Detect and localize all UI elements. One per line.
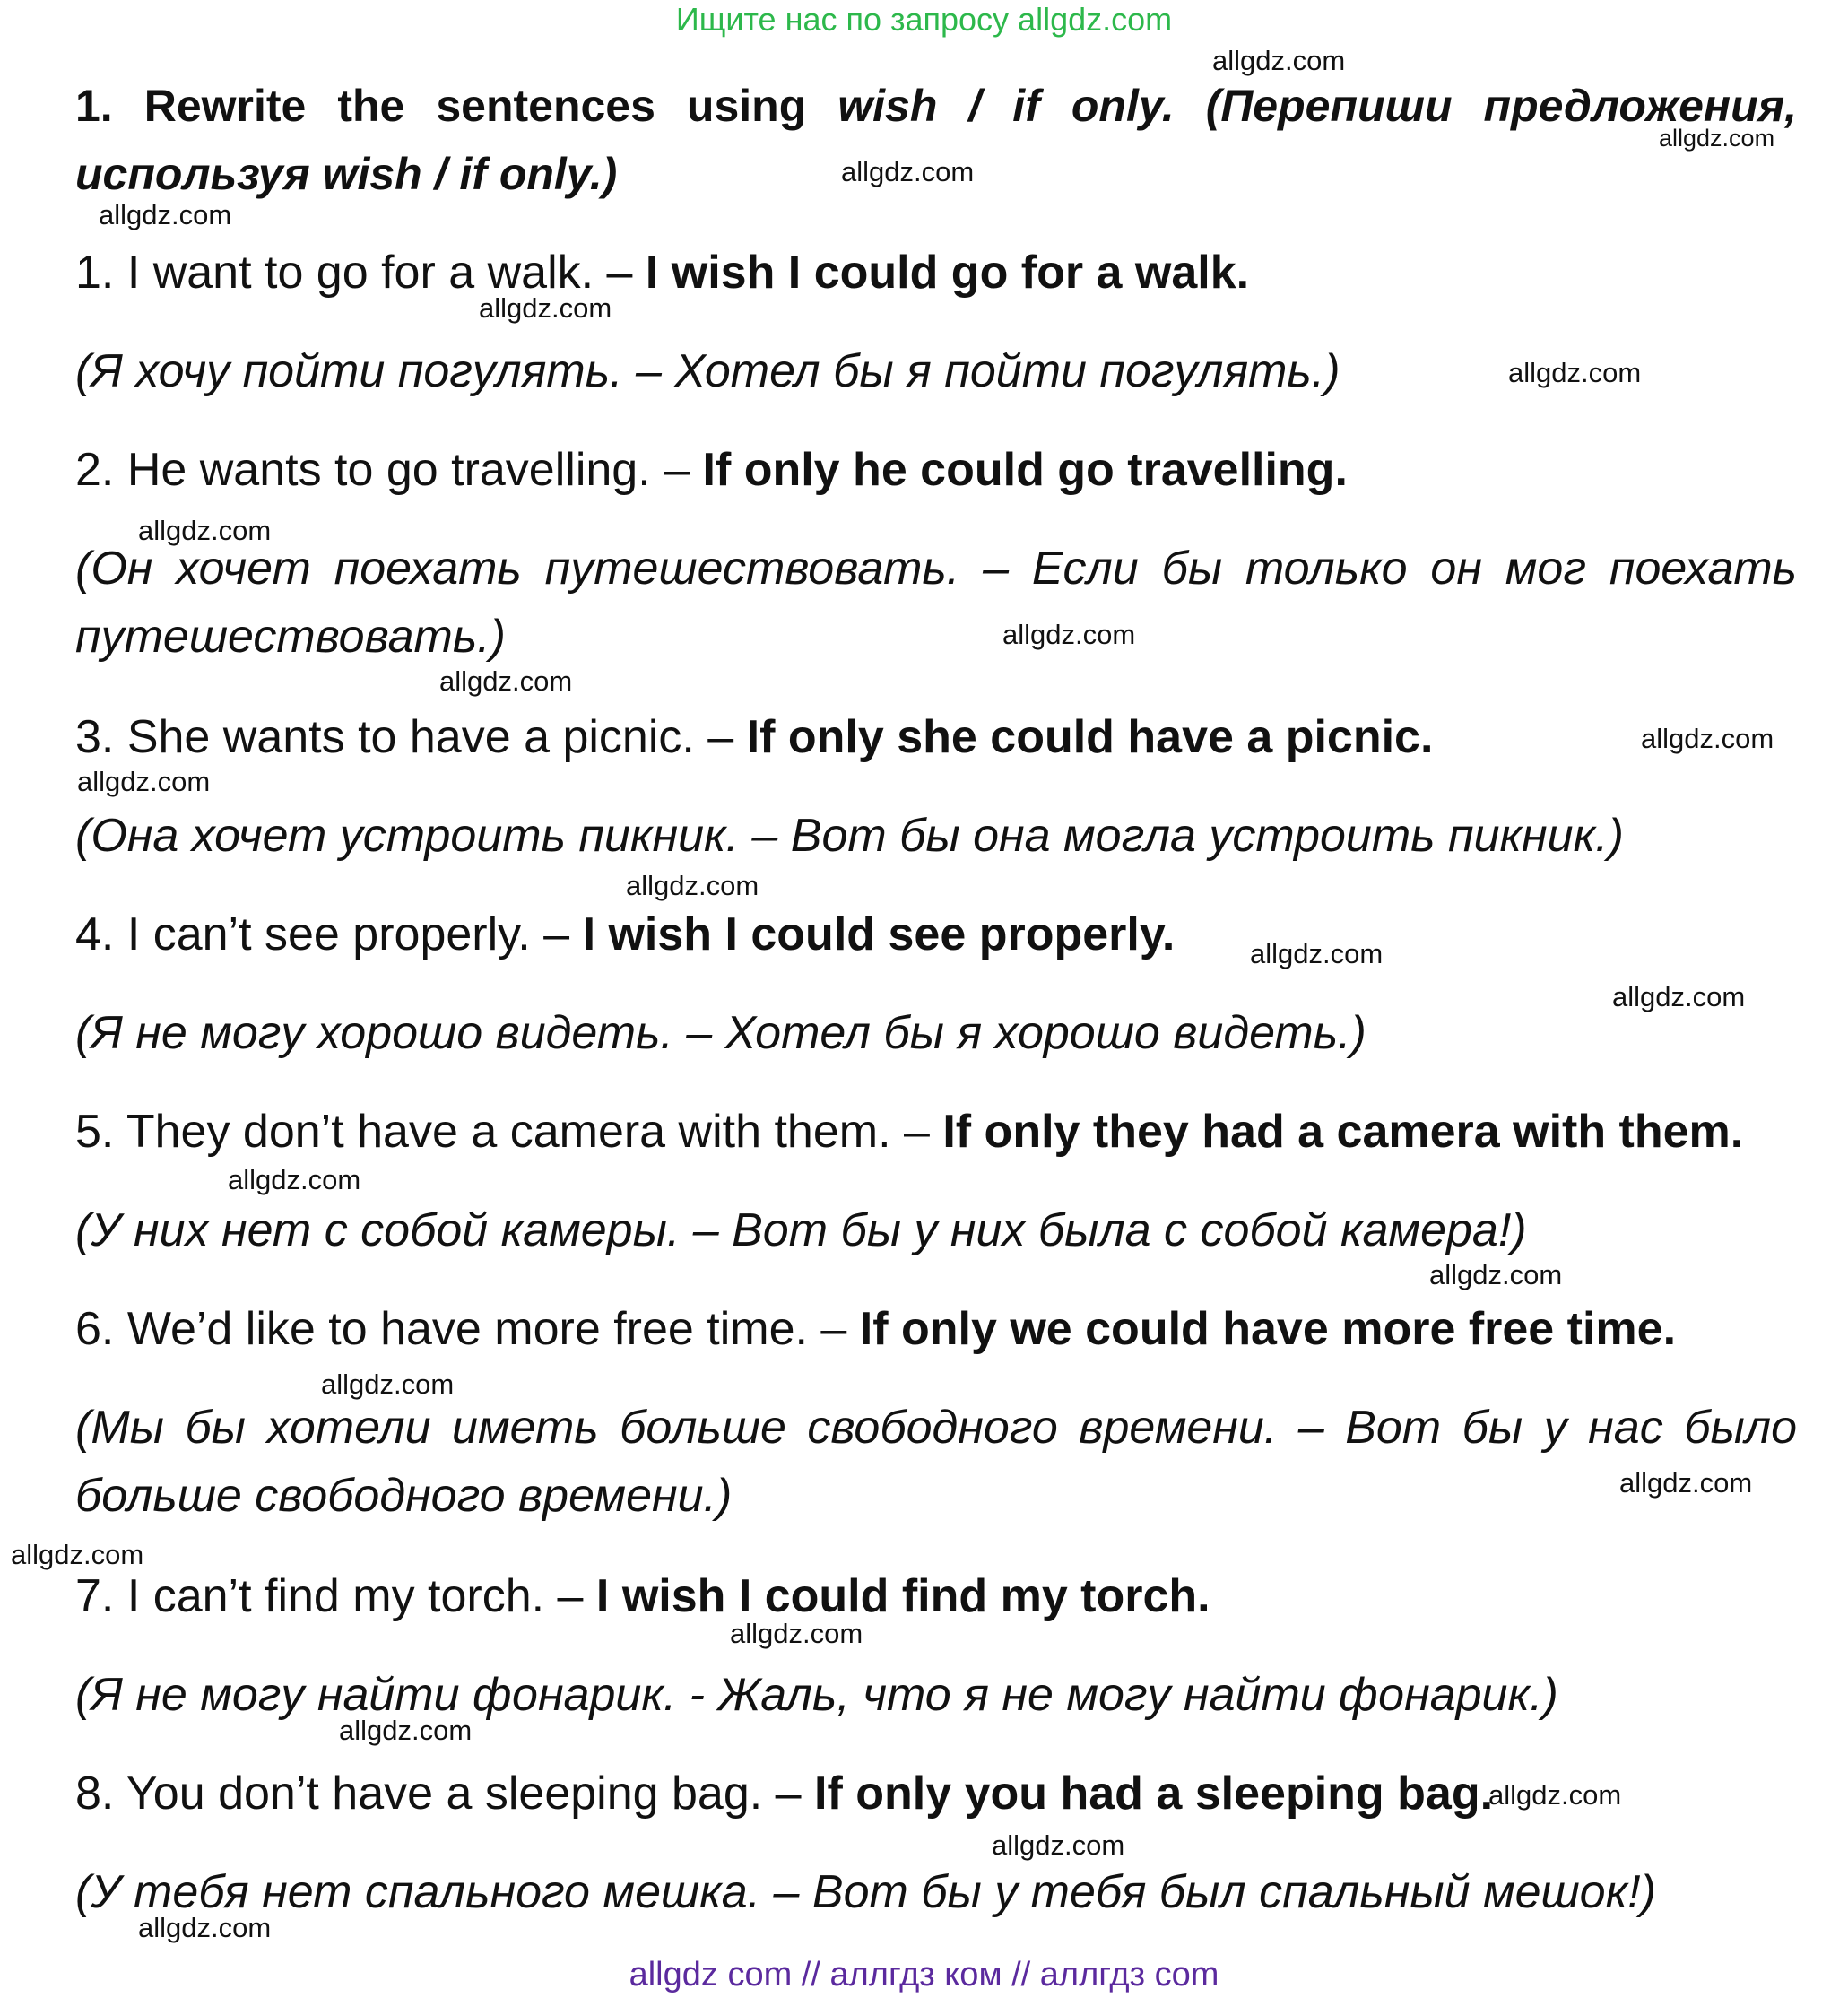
- watermark: allgdz.com: [992, 1829, 1125, 1861]
- watermark: allgdz.com: [138, 515, 272, 546]
- item-1-answer: I wish I could go for a walk.: [645, 247, 1250, 299]
- item-6-translation-line1: (Мы бы хотели иметь больше свободного времени. – Вот бы у нас было: [75, 1402, 1797, 1454]
- item-1-prompt: 1. I want to go for a walk. –: [75, 247, 646, 299]
- item-4-prompt: 4. I can’t see properly. –: [75, 908, 583, 960]
- watermark: allgdz.com: [11, 1539, 144, 1570]
- item-4-sentence: [75, 902, 1797, 967]
- item-3-translation: (Она хочет устроить пикник. – Вот бы она могла устроить пикник.): [75, 810, 1624, 862]
- item-4-translation: (Я не могу хорошо видеть. – Хотел бы я хорошо видеть.): [75, 1007, 1366, 1059]
- watermark: allgdz.com: [138, 1912, 272, 1943]
- item-5-prompt: 5. They don’t have a camera with them. –: [75, 1106, 943, 1158]
- item-1-sentence: [75, 240, 1797, 305]
- item-8-prompt: 8. You don’t have a sleeping bag. –: [75, 1768, 815, 1820]
- item-2-sentence: [75, 438, 1797, 502]
- watermark: allgdz.com: [99, 199, 232, 230]
- watermark: allgdz.com: [1250, 938, 1384, 969]
- item-8-answer: If only you had a sleeping bag.: [814, 1768, 1494, 1820]
- item-7-translation: (Я не могу найти фонарик. - Жаль, что я не могу найти фонарик.): [75, 1669, 1558, 1721]
- item-8-translation: (У тебя нет спального мешка. – Вот бы у тебя был спальный мешок!): [75, 1866, 1656, 1918]
- watermark: allgdz.com: [841, 156, 975, 187]
- watermark: allgdz.com: [479, 292, 612, 324]
- watermark: allgdz.com: [1508, 357, 1642, 388]
- top-banner: Ищите нас по запросу allgdz.com: [675, 1, 1173, 38]
- item-6-answer: If only we could have more free time.: [859, 1303, 1677, 1355]
- item-1-translation: (Я хочу пойти погулять. – Хотел бы я пойти погулять.): [75, 345, 1340, 397]
- item-3-prompt: 3. She wants to have a picnic. –: [75, 711, 747, 763]
- title-tail: . (Перепиши предложения,: [1161, 81, 1797, 131]
- watermark: allgdz.com: [1612, 981, 1746, 1012]
- watermark: allgdz.com: [1641, 723, 1774, 754]
- item-3-sentence: [75, 705, 1797, 769]
- item-2-answer: If only he could go travelling.: [702, 444, 1348, 496]
- watermark: allgdz.com: [439, 665, 573, 697]
- item-2-translation-line1: (Он хочет поехать путешествовать. – Если бы только он мог поехать: [75, 543, 1797, 595]
- item-6-prompt: 6. We’d like to have more free time. –: [75, 1303, 860, 1355]
- item-4-answer: I wish I could see properly.: [582, 908, 1176, 960]
- watermark: allgdz.com: [1212, 45, 1346, 76]
- title-lead: 1. Rewrite the sentences using: [75, 81, 838, 131]
- watermark: allgdz.com: [321, 1368, 455, 1400]
- watermark: allgdz.com: [1659, 125, 1775, 152]
- watermark: allgdz.com: [228, 1164, 361, 1195]
- watermark: allgdz.com: [626, 870, 759, 901]
- watermark: allgdz.com: [1488, 1779, 1622, 1811]
- item-2-prompt: 2. He wants to go travelling. –: [75, 444, 703, 496]
- item-7-sentence: [75, 1564, 1797, 1629]
- watermark: allgdz.com: [1429, 1259, 1563, 1290]
- item-5-translation: (У них нет с собой камеры. – Вот бы у них была с собой камера!): [75, 1204, 1527, 1256]
- watermark: allgdz.com: [77, 766, 211, 797]
- title-italic: wish / if only: [837, 81, 1162, 131]
- item-6-sentence: [75, 1297, 1797, 1361]
- item-5-answer: If only they had a camera with them.: [942, 1106, 1744, 1158]
- item-7-prompt: 7. I can’t find my torch. –: [75, 1570, 596, 1622]
- exercise-title: [75, 74, 1797, 138]
- item-3-answer: If only she could have a picnic.: [746, 711, 1434, 763]
- item-2-translation-line2: путешествовать.): [75, 611, 506, 663]
- item-7-answer: I wish I could find my torch.: [595, 1570, 1210, 1622]
- item-6-translation-line2: больше свободного времени.): [75, 1470, 733, 1522]
- watermark: allgdz.com: [730, 1618, 863, 1649]
- item-5-sentence: [75, 1099, 1797, 1164]
- footer: allgdz com // аллгдз ком // аллгдз com: [629, 1956, 1219, 1994]
- exercise-title-line2: используя wish / if only.): [75, 149, 618, 199]
- watermark: allgdz.com: [1619, 1467, 1753, 1498]
- watermark: allgdz.com: [339, 1715, 473, 1746]
- watermark: allgdz.com: [1002, 619, 1136, 650]
